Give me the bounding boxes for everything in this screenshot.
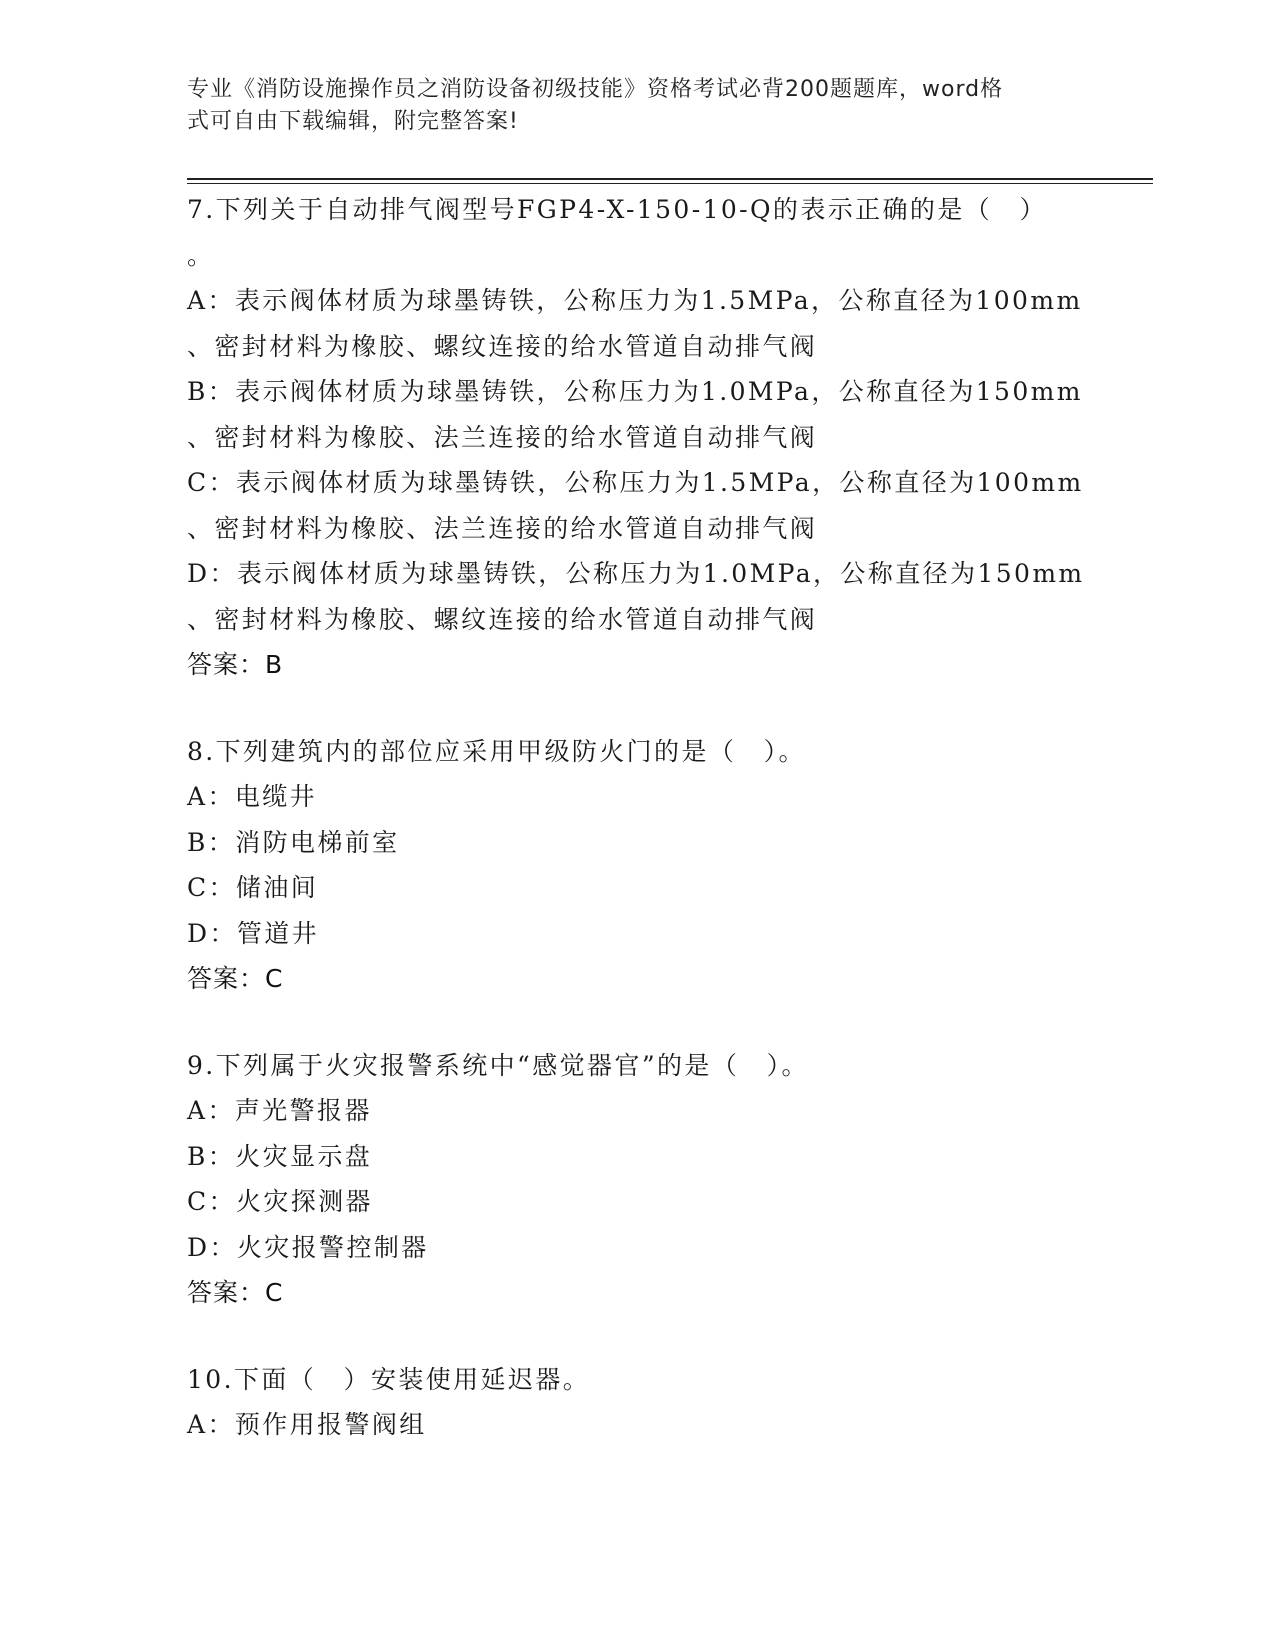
spacer — [187, 1002, 1087, 1043]
question-stem-line: 8.下列建筑内的部位应采用甲级防火门的是（ ）。 — [187, 736, 806, 766]
question-10 — [187, 1357, 1087, 1448]
header-divider-thick — [187, 178, 1153, 180]
question-9 — [187, 1043, 1087, 1316]
option-b-line: B：表示阀体材质为球墨铸铁，公称压力为1.0MPa，公称直径为150mm — [187, 377, 1083, 406]
option-b-line: 、密封材料为橡胶、法兰连接的给水管道自动排气阀 — [187, 422, 818, 452]
question-stem-line: 9.下列属于火灾报警系统中“感觉器官”的是（ ）。 — [187, 1050, 809, 1080]
header-divider-thin — [187, 183, 1153, 184]
option-c-line: C：储油间 — [187, 873, 319, 902]
question-stem-line: 。 — [187, 240, 215, 270]
option-b-line: B：消防电梯前室 — [187, 827, 400, 857]
option-a-line: A：声光警报器 — [187, 1096, 372, 1125]
header-line-1: 专业《消防设施操作员之消防设备初级技能》资格考试必背200题题库，word格 — [187, 77, 1004, 102]
option-d-line: D：管道井 — [187, 918, 320, 948]
question-7 — [187, 187, 1087, 688]
answer-line: 答案：C — [187, 964, 284, 993]
question-stem-line: 10.下面（ ）安装使用延迟器。 — [187, 1364, 591, 1394]
option-a-line: A：预作用报警阀组 — [187, 1410, 427, 1439]
option-c-line: 、密封材料为橡胶、法兰连接的给水管道自动排气阀 — [187, 513, 818, 543]
question-stem-line: 7.下列关于自动排气阀型号FGP4-X-150-10-Q的表示正确的是（ ） — [187, 195, 1047, 224]
spacer — [187, 1316, 1087, 1357]
option-c-line: C：火灾探测器 — [187, 1187, 373, 1216]
answer-line: 答案：C — [187, 1278, 284, 1307]
option-c-line: C：表示阀体材质为球墨铸铁，公称压力为1.5MPa，公称直径为100mm — [187, 468, 1084, 497]
option-d-line: 、密封材料为橡胶、螺纹连接的给水管道自动排气阀 — [187, 604, 818, 634]
question-8 — [187, 729, 1087, 1002]
option-b-line: B：火灾显示盘 — [187, 1141, 373, 1171]
document-header — [187, 74, 1067, 138]
option-a-line: 、密封材料为橡胶、螺纹连接的给水管道自动排气阀 — [187, 331, 818, 361]
header-line-2: 式可自由下载编辑，附完整答案! — [187, 109, 519, 134]
option-d-line: D：火灾报警控制器 — [187, 1232, 429, 1262]
option-a-line: A：表示阀体材质为球墨铸铁，公称压力为1.5MPa，公称直径为100mm — [187, 286, 1083, 315]
answer-line: 答案：B — [187, 650, 284, 679]
spacer — [187, 688, 1087, 729]
option-d-line: D：表示阀体材质为球墨铸铁，公称压力为1.0MPa，公称直径为150mm — [187, 559, 1085, 588]
option-a-line: A：电缆井 — [187, 782, 318, 811]
question-list — [187, 187, 1087, 1448]
